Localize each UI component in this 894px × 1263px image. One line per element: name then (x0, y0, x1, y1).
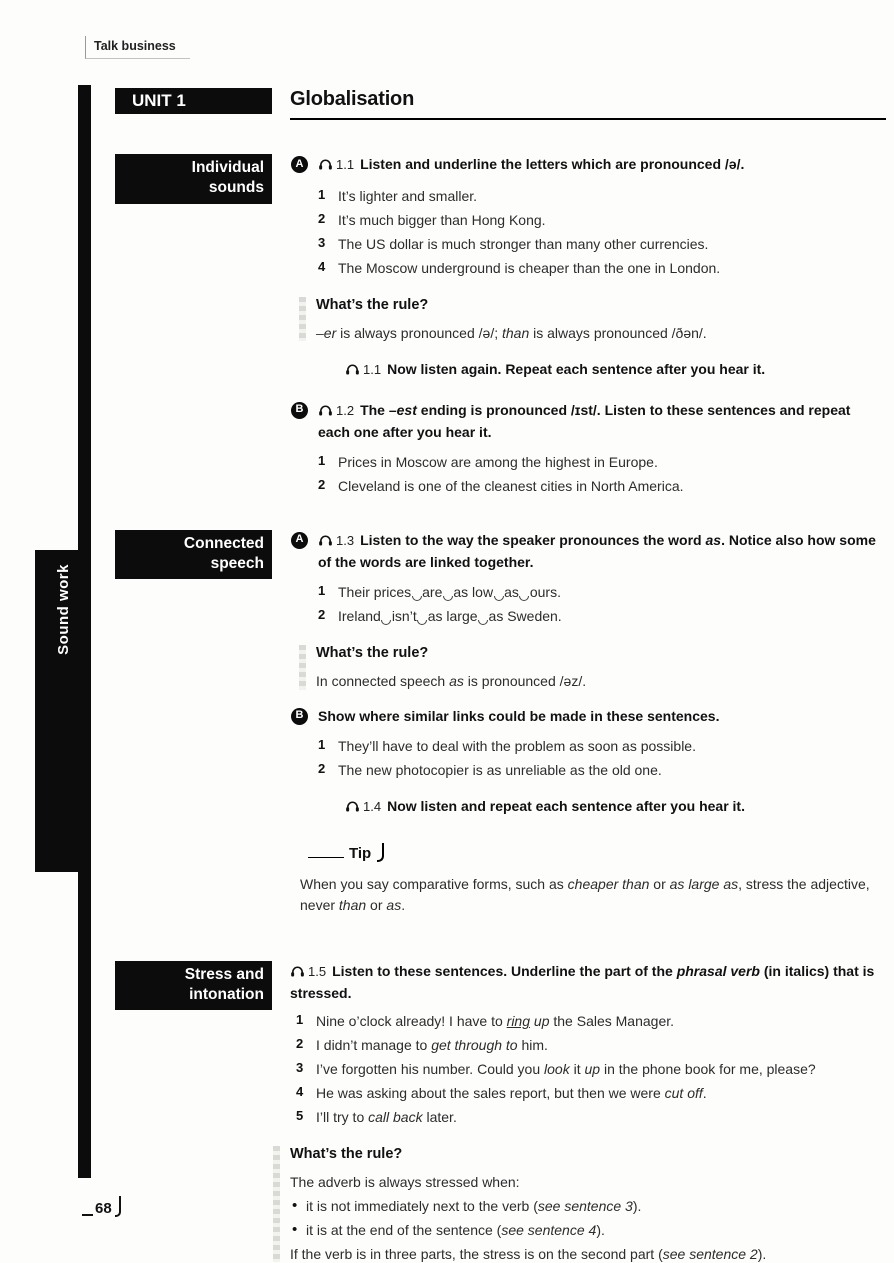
list-item: They’ll have to deal with the problem as soon as possible. (338, 738, 696, 755)
section-label-line: sounds (208, 178, 264, 196)
section-label-line: speech (210, 554, 264, 572)
book-section-tab (85, 36, 190, 59)
rule-heading: What’s the rule? (316, 645, 429, 662)
audio-track-number: 1.4 (363, 799, 382, 815)
task-b (290, 706, 886, 726)
headphones-icon (318, 402, 333, 422)
rule-text: –er is always pronounced /ə/; than is always pronounced /ðən/. (316, 325, 707, 341)
section-content (290, 530, 886, 915)
task-instruction-text: Listen to these sentences. Underline the part of the phrasal verb (in italics) that is stressed. (290, 962, 875, 1002)
page-number-line (82, 1214, 93, 1216)
headphones-icon (345, 798, 360, 818)
headphones-icon (318, 156, 333, 176)
audio-track-number: 1.5 (308, 963, 327, 979)
task-badge-a: A (291, 156, 308, 173)
rule-text: In connected speech as is pronounced /əz/. (316, 673, 587, 690)
repeat-instruction-text: Now listen again. Repeat each sentence after you hear it. (387, 361, 766, 378)
list-item: Ireland isn’t as large as Sweden. (338, 608, 562, 625)
headphones-icon (345, 361, 360, 381)
list-item: It’s lighter and smaller. (338, 188, 478, 205)
rule-heading: What’s the rule? (290, 1145, 403, 1162)
rule-bullet: • it is not immediately next to the verb (see sentence 3). (290, 1196, 886, 1216)
rule-box (316, 295, 886, 343)
list-item: It’s much bigger than Hong Kong. (338, 212, 546, 229)
task-instruction-text: Show where similar links could be made in these sentences. (318, 707, 720, 724)
section-individual-sounds (115, 154, 886, 500)
section-label-individual-sounds (115, 154, 272, 204)
book-section-tab-label: Talk business (94, 39, 176, 53)
unit-label: UNIT 1 (115, 88, 272, 114)
section-content (290, 961, 886, 1263)
rule-box (316, 643, 886, 691)
task-instruction-text: Listen to the way the speaker pronounces the word as. Notice also how some of the words are linked together. (318, 531, 876, 571)
section-stress-and-intonation (115, 961, 886, 1263)
task-instruction-text: Listen and underline the letters which are pronounced /ə/. (360, 156, 745, 172)
section-label-line: Stress and (184, 965, 264, 983)
task-instruction (318, 154, 886, 176)
rule-bullet: • it is at the end of the sentence (see sentence 4). (290, 1220, 886, 1240)
rule-bullet-list (290, 1196, 886, 1240)
task-badge-b: B (291, 708, 308, 725)
rule-heading: What’s the rule? (316, 296, 429, 313)
task-a (290, 530, 886, 573)
list-item: Prices in Moscow are among the highest in Europe. (338, 454, 658, 471)
unit-title: Globalisation (290, 88, 886, 120)
task-instruction (290, 961, 886, 1004)
task-badge-a: A (291, 532, 308, 549)
audio-track-number: 1.1 (336, 157, 355, 172)
sentence-list (296, 1011, 886, 1126)
audio-track-number: 1.1 (363, 362, 382, 378)
sidebar-sound-work-label: Sound work (54, 564, 72, 655)
section-label-stress-and-intonation (115, 961, 272, 1011)
repeat-instruction (345, 359, 886, 381)
list-item: Cleveland is one of the cleanest cities in North America. (338, 477, 684, 494)
section-label-line: intonation (189, 985, 264, 1003)
list-item: The new photocopier is as unreliable as the old one. (338, 761, 662, 778)
tip-hook (377, 843, 384, 862)
list-item: The US dollar is much stronger than many other currencies. (338, 235, 709, 252)
task-badge-b: B (291, 402, 308, 419)
headphones-icon (290, 963, 305, 983)
tip-box (300, 842, 886, 914)
rule-intro: The adverb is always stressed when: (290, 1173, 520, 1190)
list-item: I didn’t manage to get through to him. (316, 1037, 548, 1054)
task-instruction (318, 530, 886, 573)
section-connected-speech (115, 530, 886, 915)
rule-final: If the verb is in three parts, the stress is on the second part (see sentence 2). (290, 1245, 767, 1262)
repeat-instruction-text: Now listen and repeat each sentence after you hear it. (387, 798, 745, 815)
headphones-icon (318, 532, 333, 552)
rule-box (290, 1144, 886, 1263)
page-number-hook (115, 1196, 121, 1217)
page-number-value: 68 (95, 1200, 112, 1217)
audio-track-number: 1.3 (336, 532, 355, 548)
page-main (115, 0, 886, 1263)
audio-track-number: 1.2 (336, 402, 355, 418)
sidebar-sound-work (35, 550, 91, 872)
task-instruction (318, 706, 886, 726)
list-item: I’ve forgotten his number. Could you look it up in the phone book for me, please? (316, 1061, 816, 1077)
section-label-connected-speech (115, 530, 272, 580)
unit-header (115, 88, 886, 120)
list-item: He was asking about the sales report, but then we were cut off. (316, 1084, 707, 1101)
list-item: The Moscow underground is cheaper than the one in London. (338, 259, 721, 276)
task-a (290, 154, 886, 176)
tip-text: When you say comparative forms, such as cheaper than or as large as, stress the adjective, never than or as. (300, 876, 870, 913)
list-item: Nine o’clock already! I have to ring up the Sales Manager. (316, 1013, 675, 1030)
section-label-line: Connected (183, 534, 264, 552)
task-b (290, 400, 886, 443)
task-instruction (318, 400, 886, 443)
list-item: I’ll try to call back later. (316, 1108, 457, 1125)
sentence-list (318, 452, 886, 496)
tip-line (308, 842, 344, 858)
section-label-line: Individual (191, 159, 264, 176)
sentence-list (318, 582, 886, 626)
task-instruction-text: The –est ending is pronounced /ɪst/. Listen to these sentences and repeat each one after you hear it. (318, 401, 851, 440)
page-number (82, 1196, 121, 1217)
sentence-list (318, 186, 886, 278)
repeat-instruction (345, 796, 886, 818)
tip-tab (308, 842, 886, 865)
sentence-list (318, 736, 886, 780)
section-content (290, 154, 886, 500)
tip-label: Tip (349, 845, 372, 863)
list-item: Their prices are as low as ours. (338, 584, 561, 601)
